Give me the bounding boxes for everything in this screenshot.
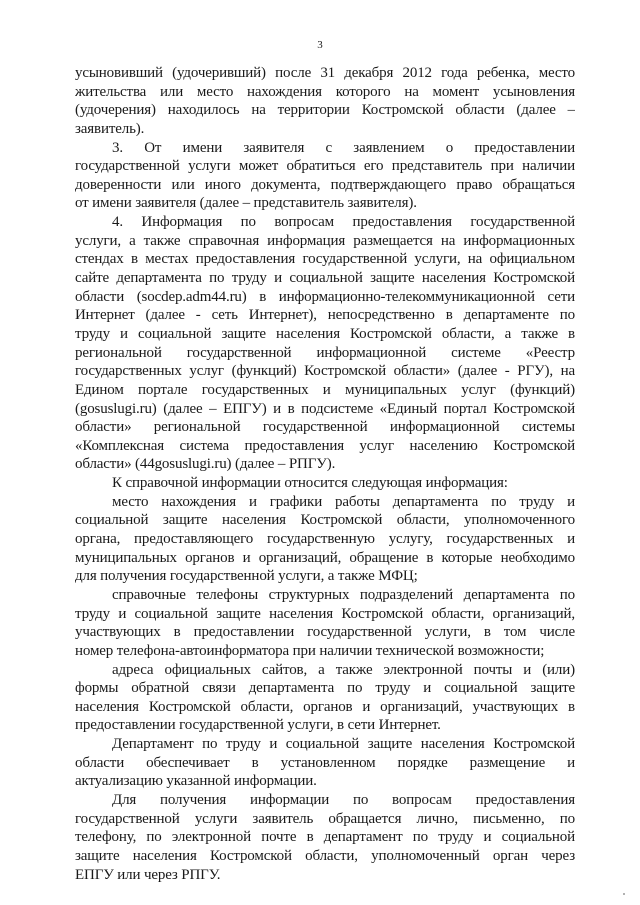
page-number: 3 <box>317 39 323 51</box>
text-line: актуализацию указанной информации. <box>75 773 317 790</box>
text-line: сайте департамента по труду и социальной защите населения Костромской <box>75 270 575 287</box>
text-line: населения Костромской области, органов и организаций, участвующих в <box>75 698 575 715</box>
text-line: защите населения Костромской области, уполномоченный орган через <box>75 847 575 864</box>
text-line: жительства или место нахождения которого на момент усыновления <box>75 83 575 100</box>
reference-info-intro: К справочной информации относится следующая информация: <box>112 475 508 492</box>
list-item-websites-start: адреса официальных сайтов, а также электронной почты и (или) <box>112 661 575 678</box>
text-line: ЕПГУ или через РПГУ. <box>75 866 221 883</box>
text-line: усыновивший (удочеривший) после 31 декабря 2012 года ребенка, место <box>75 65 575 81</box>
text-line: региональной государственной информационной системе «Реестр <box>75 344 575 361</box>
document-body <box>75 64 575 884</box>
text-line: «Комплексная система предоставления услуг населению Костромской <box>75 437 575 454</box>
list-item-location-start: место нахождения и графики работы департамента по труду и <box>112 493 575 510</box>
text-line: заявитель). <box>75 120 145 137</box>
text-line: Едином портале государственных и муниципальных услуг (функций) <box>75 381 575 398</box>
text-line: области» (44gosuslugi.ru) (далее – РПГУ). <box>75 456 336 473</box>
text-line: области обеспечивает в установленном порядке размещение и <box>75 754 575 771</box>
text-line: органа, предоставляющего государственную услугу, государственных и <box>75 531 575 548</box>
text-line: предоставлении государственной услуги, в сети Интернет. <box>75 717 441 734</box>
text-line: услуги, а также справочная информация размещается на информационных <box>75 232 575 249</box>
text-line: формы обратной связи департамента по труду и социальной защите <box>75 680 575 697</box>
text-line: Интернет (далее - сеть Интернет), непосредственно в департаменте по <box>75 307 575 324</box>
text-line: (gosuslugi.ru) (далее – ЕПГУ) и в подсистеме «Единый портал Костромской <box>75 400 575 417</box>
text-line: государственных услуг (функций) Костромской области» (далее - РГУ), на <box>75 363 575 380</box>
text-line: стендах в местах предоставления государственной услуги, на официальном <box>75 251 575 268</box>
text-line: труду и социальной защите населения Костромской области, организаций, <box>75 605 575 622</box>
list-item-phones-start: справочные телефоны структурных подразделений департамента по <box>112 586 575 603</box>
text-line: от имени заявителя (далее – представитель заявителя). <box>75 195 417 212</box>
text-line: труду и социальной защите населения Костромской области, а также в <box>75 325 575 342</box>
paragraph-obtaining-start: Для получения информации по вопросам предоставления <box>112 791 575 808</box>
text-line: доверенности или иного документа, подтверждающего право обращаться <box>75 176 575 193</box>
text-line: для получения государственной услуги, а также МФЦ; <box>75 568 418 585</box>
paragraph-3-start: 3. От имени заявителя с заявлением о предоставлении <box>112 139 575 156</box>
text-line: участвующих в предоставлении государственной услуги, в том числе <box>75 624 575 641</box>
text-line: муниципальных органов и организаций, обращение в которые необходимо <box>75 549 575 566</box>
text-line: телефону, по электронной почте в департамент по труду и социальной <box>75 829 575 846</box>
scan-speck <box>623 893 625 895</box>
paragraph-department-start: Департамент по труду и социальной защите населения Костромской <box>112 736 575 753</box>
text-line: государственной услуги заявитель обращается лично, письменно, по <box>75 810 575 827</box>
text-line: области» региональной государственной информационной системы <box>75 419 575 436</box>
text-line: социальной защите населения Костромской области, уполномоченного <box>75 512 575 529</box>
text-line: номер телефона-автоинформатора при наличии технической возможности; <box>75 642 545 659</box>
text-line: (удочерения) находилось на территории Костромской области (далее – <box>75 102 575 119</box>
text-line: области (socdep.adm44.ru) в информационно-телекоммуникационной сети <box>75 288 575 305</box>
text-line: государственной услуги может обратиться его представитель при наличии <box>75 158 575 175</box>
paragraph-4-start: 4. Информация по вопросам предоставления государственной <box>112 214 575 231</box>
